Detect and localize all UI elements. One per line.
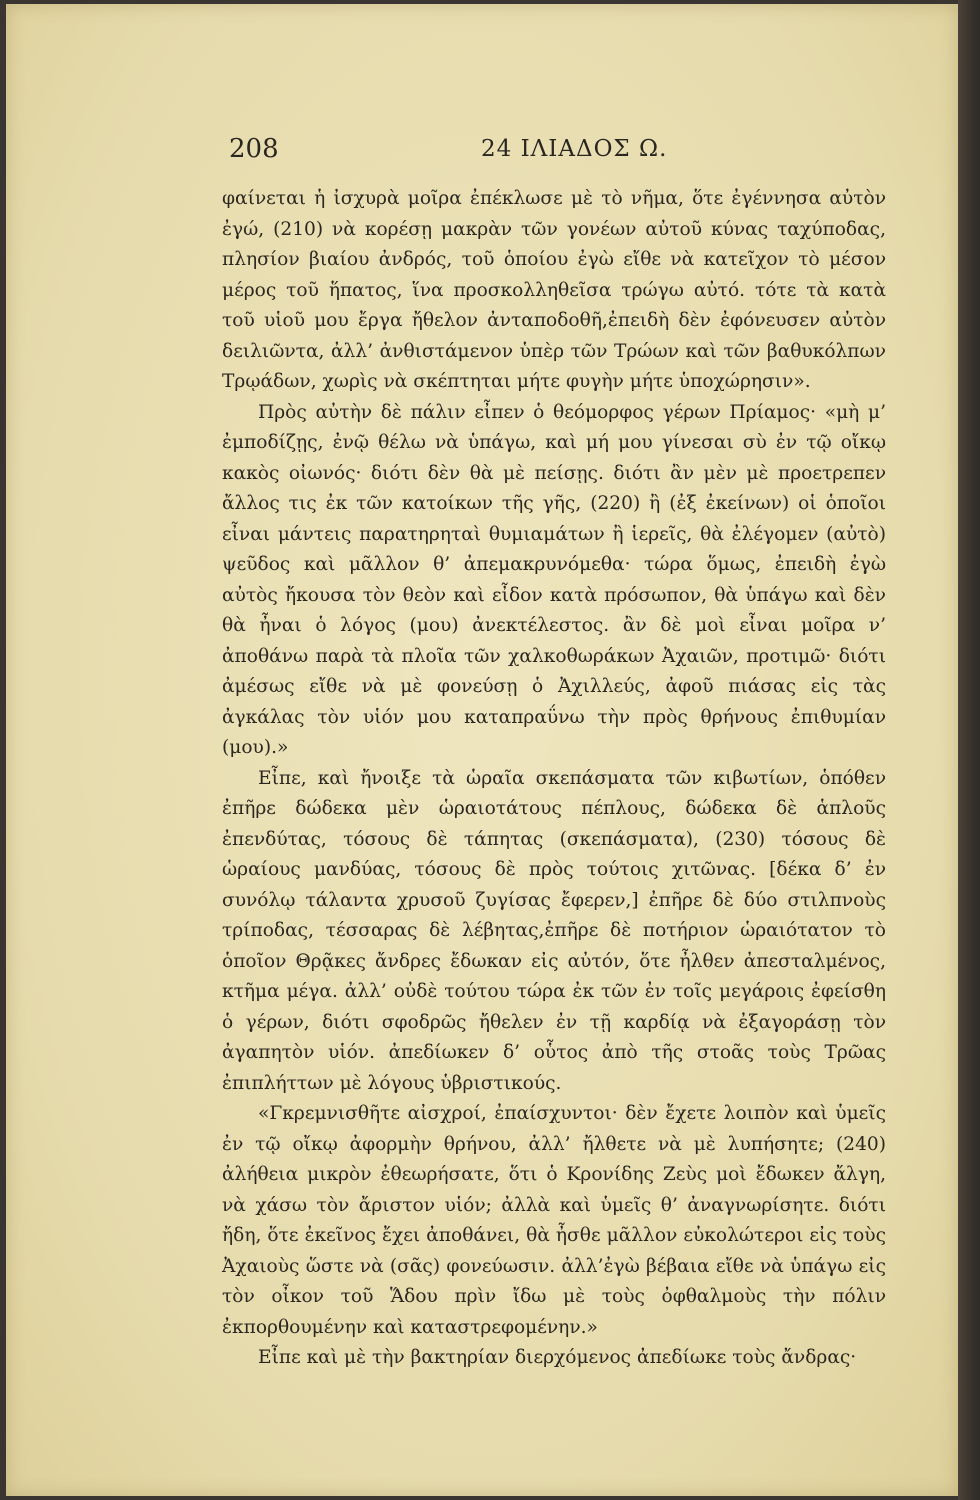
page-edge-shadow — [958, 0, 980, 1500]
page-number: 208 — [229, 134, 279, 164]
paragraph: Πρὸς αὐτὴν δὲ πάλιν εἶπεν ὁ θεόμορφος γέρων Πρίαμος· «μὴ μ’ ἐμποδίζῃς, ἐνῷ θέλω νὰ ὑπάγω, καὶ μή μου γίνεσαι σὺ ἐν τῷ οἴκῳ κακὸς οἰωνός· διότι δὲν θὰ μὲ πείσῃς. διότι ἂν μὲν μὲ προετρεπεν ἄλλος τις ἐκ τῶν κατοίκων τῆς γῆς, (220) ἢ (ἐξ ἐκείνων) οἱ ὁποῖοι εἶναι μάντεις παρατηρηταὶ θυμιαμάτων ἢ ἱερεῖς, θὰ ἐλέγομεν (αὐτὸ) ψεῦδος καὶ μᾶλλον θ’ ἀπεμακρυνόμεθα· τώρα ὅμως, ἐπειδὴ ἐγὼ αὐτὸς ἤκουσα τὸν θεὸν καὶ εἶδον κατὰ πρόσωπον, θὰ ὑπάγω καὶ δὲν θὰ ἦναι ὁ λόγος (μου) ἀνεκτέλεστος. ἂν δὲ μοὶ εἶναι μοῖρα ν’ ἀποθάνω παρὰ τὰ πλοῖα τῶν χαλκοθωράκων Ἀχαιῶν, προτιμῶ· διότι ἀμέσως εἴθε νὰ μὲ φονεύσῃ ὁ Ἀχιλλεύς, ἀφοῦ πιάσας εἰς τὰς ἀγκάλας τὸν υἱόν μου καταπραΰνω τὴν πρὸς θρήνους ἐπιθυμίαν (μου).» — [222, 401, 886, 758]
paragraph: φαίνεται ἡ ἰσχυρὰ μοῖρα ἐπέκλωσε μὲ τὸ νῆμα, ὅτε ἐγέννησα αὐτὸν ἐγώ, (210) νὰ κορέσῃ μακρὰν τῶν γονέων αὐτοῦ κύνας ταχύποδας, πλησίον βιαίου ἀνδρός, τοῦ ὁποίου ἐγὼ εἴθε νὰ κατεῖχον τὸ μέσον μέρος τοῦ ἥπατος, ἵνα προσκολληθεῖσα τρώγω αὐτό. τότε τὰ κατὰ τοῦ υἱοῦ μου ἔργα ἤθελον ἀνταποδοθῆ,ἐπειδὴ δὲν ἐφόνευσεν αὐτὸν δειλιῶντα, ἀλλ’ ἀνθιστάμενον ὑπὲρ τῶν Τρώων καὶ τῶν βαθυκόλπων Τρῳάδων, χωρὶς νὰ σκέπτηται μήτε φυγὴν μήτε ὑποχώρησιν». — [222, 188, 886, 392]
paragraph: Εἶπε, καὶ ἤνοιξε τὰ ὡραῖα σκεπάσματα τῶν κιβωτίων, ὁπόθεν ἐπῆρε δώδεκα μὲν ὡραιοτάτους πέπλους, δώδεκα δὲ ἁπλοῦς ἐπενδύτας, τόσους δὲ τάπητας (σκεπάσματα), (230) τόσους δὲ ὡραίους μανδύας, τόσους δὲ πρὸς τούτοις χιτῶνας. [δέκα δ’ ἐν συνόλῳ τάλαντα χρυσοῦ ζυγίσας ἔφερεν,] ἐπῆρε δὲ δύο στιλπνοὺς τρίποδας, τέσσαρας δὲ λέβητας,ἐπῆρε δὲ ποτήριον ὡραιότατον τὸ ὁποῖον Θρᾷκες ἄνδρες ἔδωκαν εἰς αὐτόν, ὅτε ἦλθεν ἀπεσταλμένος, κτῆμα μέγα. ἀλλ’ οὐδὲ τούτου τώρα ἐκ τῶν ἐν τοῖς μεγάροις ἐφείσθη ὁ γέρων, διότι σφοδρῶς ἤθελεν ἐν τῇ καρδίᾳ νὰ ἐξαγοράσῃ τὸν ἀγαπητὸν υἱόν. ἀπεδίωκεν δ’ οὗτος ἀπὸ τῆς στοᾶς τοὺς Τρῶας ἐπιπλήττων μὲ λόγους ὑβριστικούς. — [222, 767, 886, 1094]
book-page — [6, 4, 958, 1496]
page-header — [6, 134, 958, 174]
body-text — [222, 184, 886, 1374]
running-title: 24 ΙΛΙΑΔΟΣ Ω. — [481, 136, 668, 162]
paragraph: Εἶπε καὶ μὲ τὴν βακτηρίαν διερχόμενος ἀπεδίωκε τοὺς ἄνδρας· — [258, 1347, 857, 1368]
paragraph: «Γκρεμνισθῆτε αἰσχροί, ἐπαίσχυντοι· δὲν ἔχετε λοιπὸν καὶ ὑμεῖς ἐν τῷ οἴκῳ ἀφορμὴν θρήνου, ἀλλ’ ἤλθετε νὰ μὲ λυπήσητε; (240) ἀλήθεια μικρὸν ἐθεωρήσατε, ὅτι ὁ Κρονίδης Ζεὺς μοὶ ἔδωκεν ἄλγη, νὰ χάσω τὸν ἄριστον υἱόν; ἀλλὰ καὶ ὑμεῖς θ’ ἀναγνωρίσητε. διότι ἤδη, ὅτε ἐκεῖνος ἔχει ἀποθάνει, θὰ ἦσθε μᾶλλον εὐκολώτεροι εἰς τοὺς Ἀχαιοὺς ὥστε νὰ (σᾶς) φονεύωσιν. ἀλλ’ἐγὼ βέβαια εἴθε νὰ ὑπάγω εἰς τὸν οἶκον τοῦ Ἅδου πρὶν ἴδω μὲ τοὺς ὀφθαλμοὺς τὴν πόλιν ἐκπορθουμένην καὶ καταστρεφομένην.» — [222, 1103, 886, 1338]
